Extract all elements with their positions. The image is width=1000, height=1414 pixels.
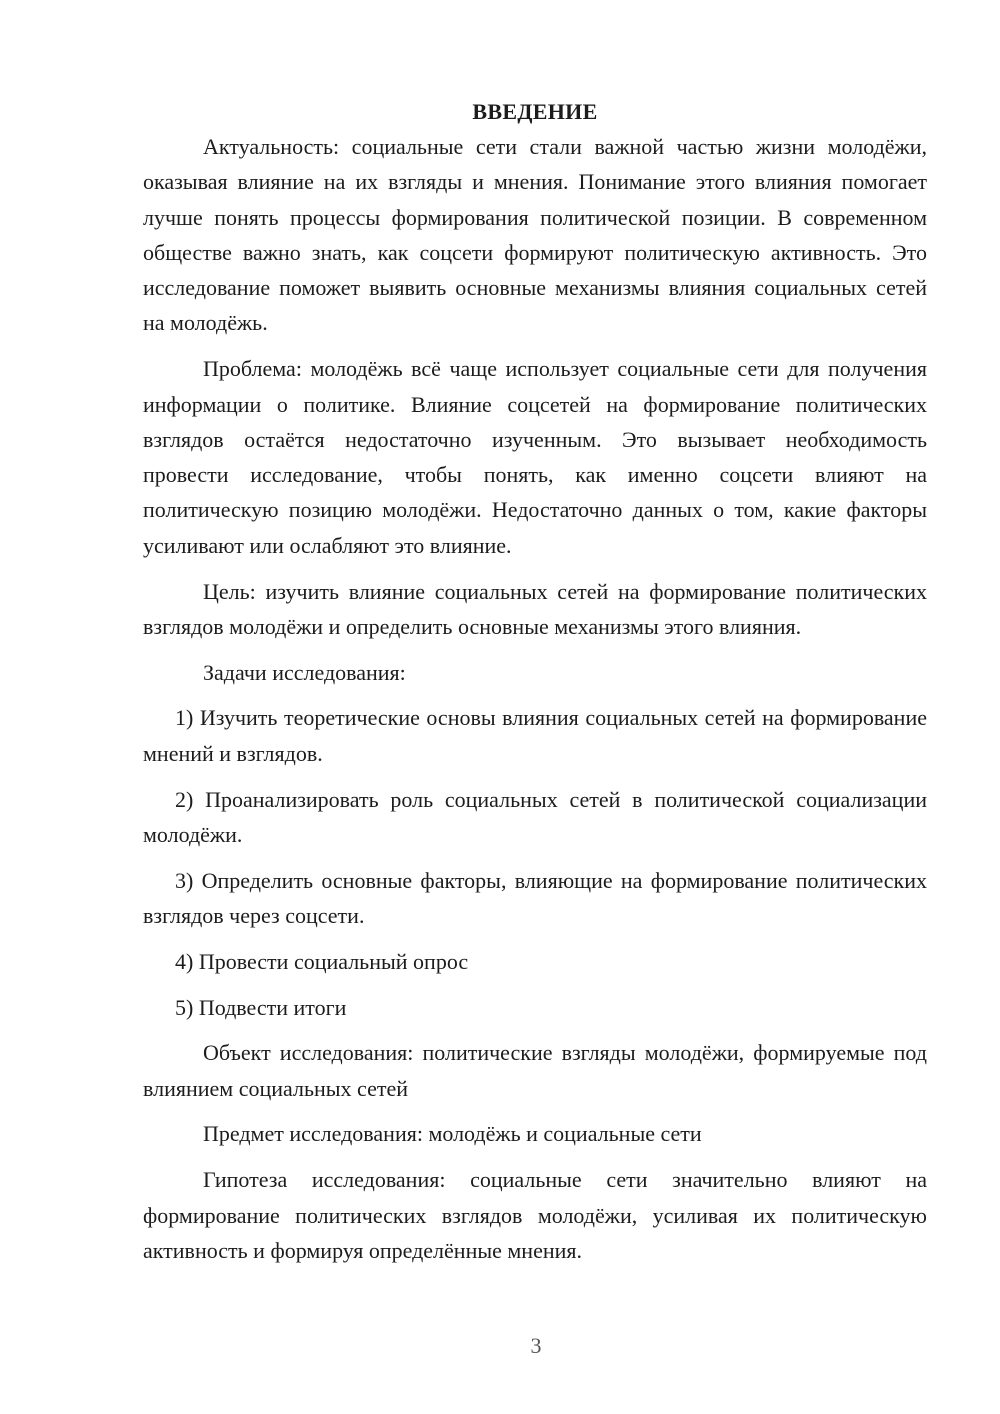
document-page [143, 94, 927, 1268]
task-item-4: 4) Провести социальный опрос [175, 948, 469, 974]
task-item-5: 5) Подвести итоги [175, 994, 347, 1020]
page-number: 3 [530, 1333, 542, 1358]
object-paragraph: Объект исследования: политические взгляды молодёжи, формируемые под влиянием социальных сетей [143, 1040, 927, 1101]
hypothesis-paragraph: Гипотеза исследования: социальные сети значительно влияют на формирование политических взглядов молодёжи, усиливая их политическую активность и формируя определённые мнения. [143, 1167, 927, 1263]
page-title: ВВЕДЕНИЕ [472, 99, 598, 124]
task-item-1: 1) Изучить теоретические основы влияния социальных сетей на формирование мнений и взглядов. [143, 705, 927, 766]
problem-paragraph: Проблема: молодёжь всё чаще использует социальные сети для получения информации о политике. Влияние соцсетей на формирование политических взглядов остаётся недостаточно изученным. Это вызывает необходимость провести исследование, чтобы понять, как именно соцсети влияют на политическую позицию молодёжи. Недостаточно данных о том, какие факторы усиливают или ослабляют это влияние. [143, 356, 927, 558]
tasks-title: Задачи исследования: [203, 659, 406, 685]
subject-paragraph: Предмет исследования: молодёжь и социальные сети [203, 1121, 702, 1147]
task-item-2: 2) Проанализировать роль социальных сетей в политической социализации молодёжи. [143, 786, 927, 847]
relevance-paragraph: Актуальность: социальные сети стали важной частью жизни молодёжи, оказывая влияние на их взгляды и мнения. Понимание этого влияния помогает лучше понять процессы формирования политической позиции. В современном обществе важно знать, как соцсети формируют политическую активность. Это исследование поможет выявить основные механизмы влияния социальных сетей на молодёжь. [143, 134, 927, 336]
task-item-3: 3) Определить основные факторы, влияющие на формирование политических взглядов через соцсети. [143, 867, 927, 928]
goal-paragraph: Цель: изучить влияние социальных сетей на формирование политических взглядов молодёжи и определить основные механизмы этого влияния. [143, 578, 927, 639]
